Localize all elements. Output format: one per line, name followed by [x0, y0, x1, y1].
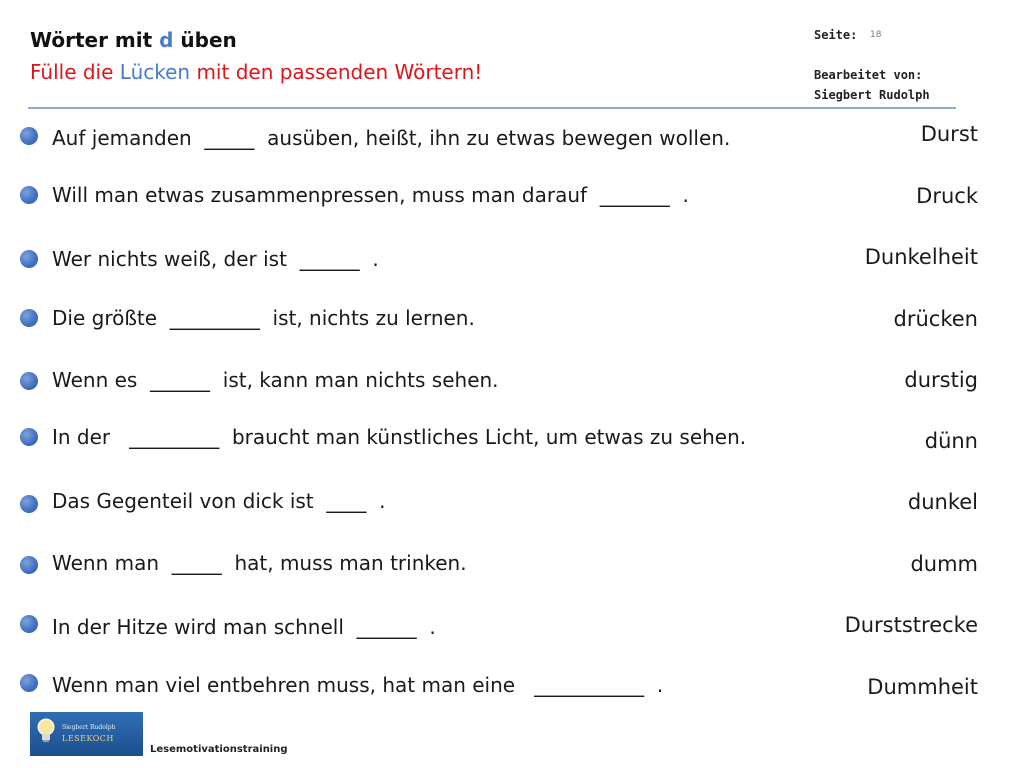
word-bank-item: Durststrecke [844, 613, 978, 637]
bullet-icon [20, 495, 38, 513]
title-text: Wörter mit [30, 28, 160, 52]
page-label: Seite: [814, 28, 858, 42]
sentence-item: Wenn man _____ hat, muss man trinken. [52, 551, 467, 575]
word-bank-item: dunkel [907, 490, 978, 514]
bullet-icon [20, 556, 38, 574]
sentence-item: In der _________ braucht man künstliches Licht, um etwas zu sehen. [52, 425, 747, 449]
sentence-item: Auf jemanden _____ ausüben, heißt, ihn zu etwas bewegen wollen. [52, 126, 731, 150]
sentence-item: Wenn man viel entbehren muss, hat man eine ___________ . [52, 673, 664, 697]
bullet-icon [20, 674, 38, 692]
word-bank-item: Druck [916, 184, 978, 208]
bullet-icon [20, 250, 38, 268]
word-bank-item: Dunkelheit [864, 245, 978, 269]
instruction-text-end: mit den passenden Wörtern! [190, 60, 483, 84]
author-name: Siegbert Rudolph [814, 88, 930, 102]
lightbulb-icon [36, 718, 56, 744]
word-bank-item: drücken [893, 307, 978, 331]
bullet-icon [20, 428, 38, 446]
lesekoch-logo [30, 712, 143, 756]
bullet-icon [20, 615, 38, 633]
sentence-item: Wenn es ______ ist, kann man nichts sehen. [52, 368, 499, 392]
logo-brand: LESEKOCH [62, 734, 114, 743]
title-text-end: üben [173, 28, 237, 52]
bullet-icon [20, 309, 38, 327]
bullet-icon [20, 127, 38, 145]
word-bank-item: Dummheit [867, 675, 978, 699]
sentence-item: Will man etwas zusammenpressen, muss man darauf _______ . [52, 183, 689, 207]
bullet-icon [20, 186, 38, 204]
sentence-item: In der Hitze wird man schnell ______ . [52, 615, 436, 639]
page-title [30, 28, 237, 52]
instruction [30, 60, 482, 84]
title-letter: d [159, 28, 174, 52]
sentence-item: Wer nichts weiß, der ist ______ . [52, 247, 379, 271]
sentence-item: Die größte _________ ist, nichts zu lernen. [52, 306, 475, 330]
word-bank-item: dünn [924, 429, 978, 453]
header-divider [28, 107, 956, 109]
word-bank-item: dumm [910, 552, 978, 576]
edited-by-label: Bearbeitet von: [814, 68, 923, 82]
logo-author: Siegbert Rudolph [62, 724, 116, 731]
word-bank-item: durstig [904, 368, 978, 392]
instruction-highlight: Lücken [119, 60, 191, 84]
bullet-icon [20, 372, 38, 390]
footer-label: Lesemotivationstraining [150, 744, 288, 755]
page-number: 18 [870, 30, 882, 40]
instruction-text: Fülle die [30, 60, 120, 84]
word-bank-item: Durst [920, 122, 978, 146]
sentence-item: Das Gegenteil von dick ist ____ . [52, 489, 386, 513]
